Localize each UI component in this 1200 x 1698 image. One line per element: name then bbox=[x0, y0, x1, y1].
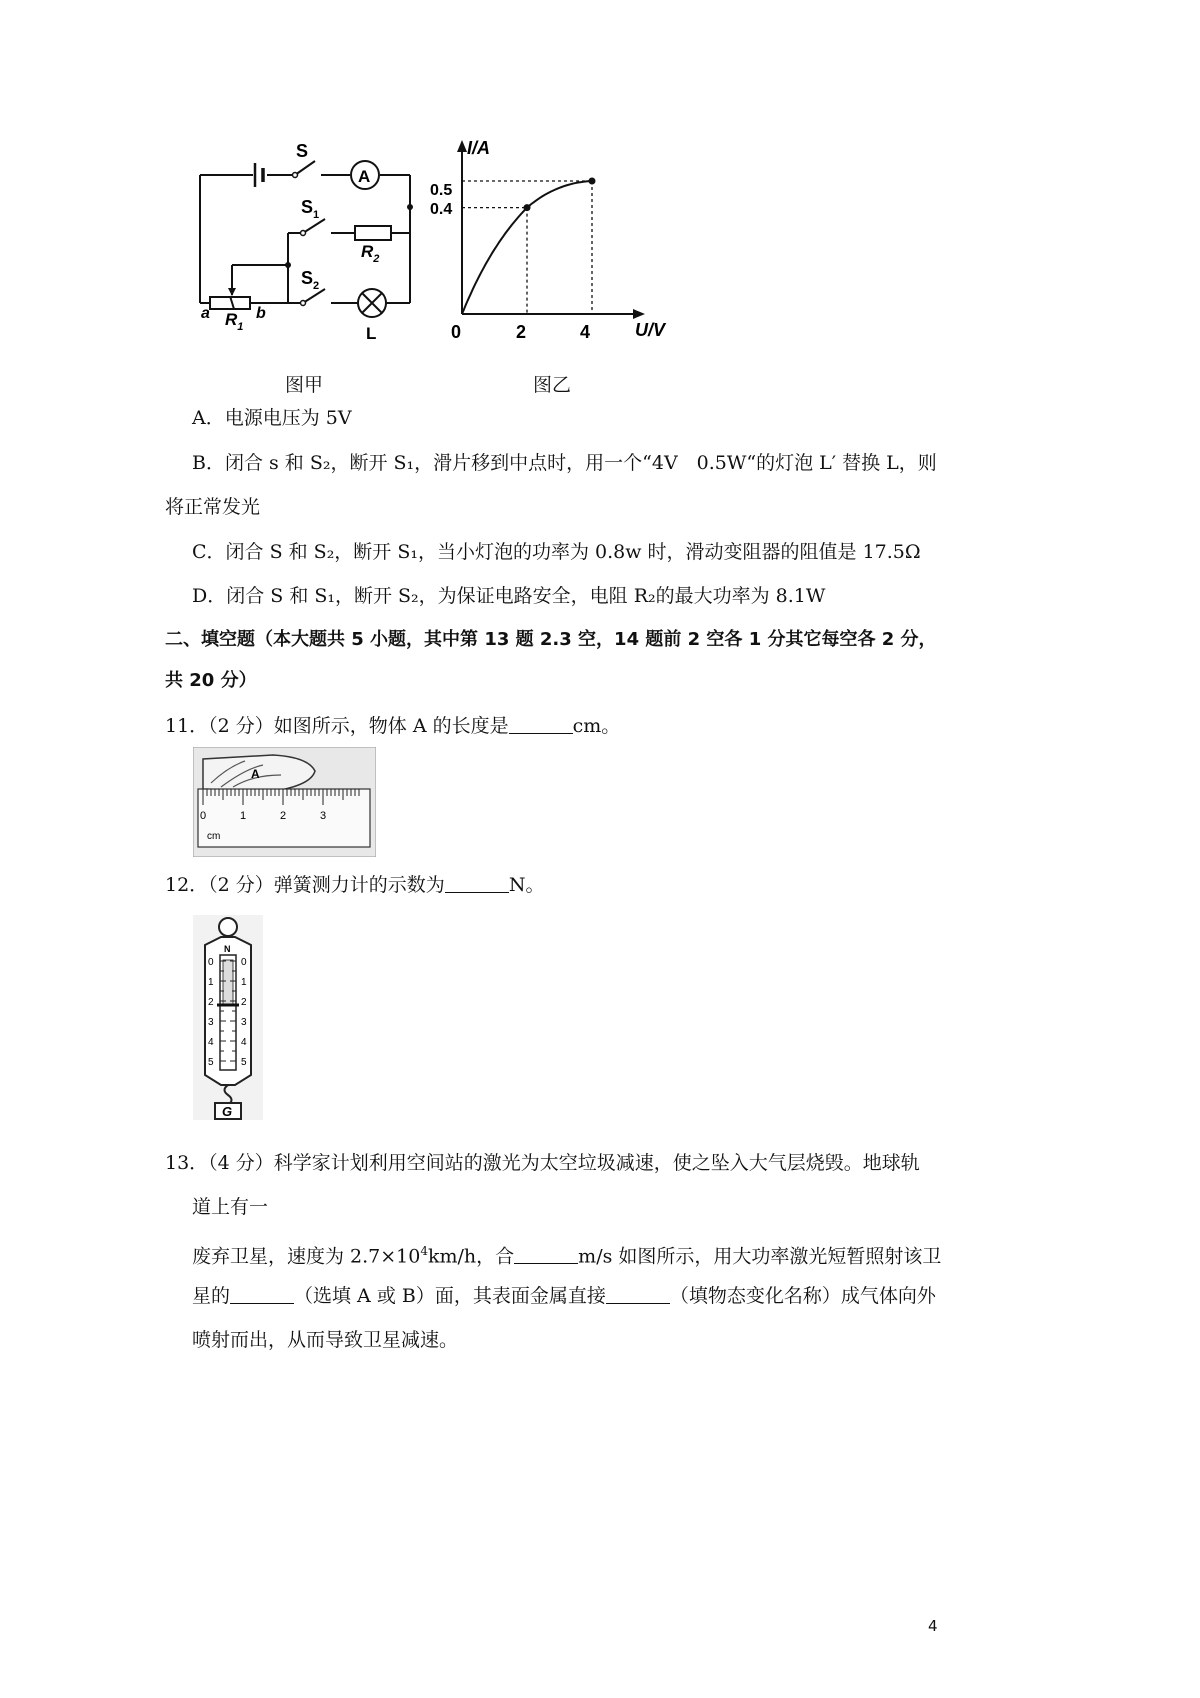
object-a-label: A bbox=[251, 767, 260, 781]
q13-text-d: 星的 bbox=[192, 1285, 231, 1307]
x-tick-label-0: 0 bbox=[451, 322, 462, 342]
option-b-line2: 将正常发光 bbox=[165, 496, 261, 518]
answer-blank-13-phase[interactable] bbox=[606, 1283, 670, 1304]
section-heading-line2: 共 20 分） bbox=[165, 670, 257, 691]
circuit-diagram bbox=[195, 135, 425, 375]
scale-tick-4-right: 4 bbox=[241, 1037, 247, 1048]
question-13-line3 bbox=[192, 1238, 941, 1269]
switch-s2-label: $S_2$ bbox=[301, 268, 320, 292]
answer-blank-13-face[interactable] bbox=[230, 1283, 294, 1304]
x-tick-label-2: 2 bbox=[516, 322, 527, 342]
option-d: D．闭合 S 和 S₁，断开 S₂，为保证电路安全，电阻 R₂的最大功率为 8.1W bbox=[192, 585, 826, 607]
figure-caption-yi: 图乙 bbox=[533, 374, 572, 396]
ruler-figure bbox=[193, 747, 376, 857]
answer-blank-12[interactable] bbox=[445, 872, 509, 893]
page-number: 4 bbox=[928, 1617, 938, 1635]
option-c: C．闭合 S 和 S₂，断开 S₁，当小灯泡的功率为 0.8w 时，滑动变阻器的阻值是 17.5Ω bbox=[192, 541, 921, 563]
question-11-text: 11．（2 分）如图所示，物体 A 的长度是 bbox=[165, 715, 509, 737]
q13-text-e: （选填 A 或 B）面，其表面金属直接 bbox=[294, 1285, 606, 1307]
ruler-tick-1: 1 bbox=[240, 810, 247, 822]
scale-tick-5-right: 5 bbox=[241, 1057, 247, 1068]
terminal-b-label: b bbox=[256, 305, 266, 322]
answer-blank-11[interactable] bbox=[509, 713, 573, 734]
scale-tick-1-left: 1 bbox=[208, 977, 214, 988]
weight-label: G bbox=[222, 1104, 233, 1119]
iu-graph bbox=[425, 130, 705, 345]
ruler-tick-0: 0 bbox=[200, 810, 207, 822]
question-12-unit: N。 bbox=[508, 874, 545, 896]
ammeter-label: A bbox=[358, 167, 371, 186]
figure-caption-jia: 图甲 bbox=[285, 374, 324, 396]
scale-tick-5-left: 5 bbox=[208, 1057, 214, 1068]
scale-unit: N bbox=[224, 944, 231, 954]
q13-text-b: km/h，合 bbox=[428, 1245, 515, 1268]
ruler-unit: cm bbox=[207, 831, 221, 842]
spring-scale-figure bbox=[193, 915, 263, 1120]
switch-s-label: S bbox=[296, 141, 309, 161]
scale-tick-0-left: 0 bbox=[208, 957, 214, 968]
data-point-1 bbox=[589, 178, 596, 185]
resistor-r2-label: $R_2$ bbox=[361, 242, 380, 265]
question-12 bbox=[165, 872, 544, 898]
y-axis-label: I/A bbox=[467, 138, 491, 158]
question-13-line4 bbox=[192, 1283, 936, 1309]
terminal-a-label: a bbox=[201, 305, 210, 322]
data-point-0 bbox=[524, 204, 531, 211]
option-b-line1: B．闭合 s 和 S₂，断开 S₁，滑片移到中点时，用一个“4V 0.5W“的灯泡 L′ 替换 L，则 bbox=[192, 452, 937, 474]
scale-tick-1-right: 1 bbox=[241, 977, 247, 988]
scale-tick-0-right: 0 bbox=[241, 957, 247, 968]
lamp-l-label: L bbox=[366, 324, 377, 343]
switch-s1-label: $S_1$ bbox=[301, 197, 320, 221]
question-13-line2: 道上有一 bbox=[192, 1196, 269, 1218]
scale-tick-3-left: 3 bbox=[208, 1017, 214, 1028]
y-tick-label-0.4: 0.4 bbox=[430, 201, 453, 218]
option-a: A．电源电压为 5V bbox=[192, 407, 352, 429]
scale-tick-2-left: 2 bbox=[208, 997, 214, 1008]
answer-blank-13-speed[interactable] bbox=[514, 1243, 578, 1264]
question-11 bbox=[165, 713, 620, 739]
scale-tick-4-left: 4 bbox=[208, 1037, 214, 1048]
q13-text-a: 废弃卫星，速度为 2.7×10 bbox=[192, 1245, 421, 1268]
question-13-line1: 13．（4 分）科学家计划利用空间站的激光为太空垃圾减速，使之坠入大气层烧毁。地球轨 bbox=[165, 1152, 920, 1174]
question-11-unit: cm。 bbox=[572, 715, 621, 737]
x-axis-label: U/V bbox=[635, 320, 666, 340]
section-heading-line1: 二、填空题（本大题共 5 小题，其中第 13 题 2.3 空，14 题前 2 空各 1 分其它每空各 2 分， bbox=[165, 629, 937, 650]
q13-exponent: 4 bbox=[420, 1244, 428, 1258]
scale-tick-2-right: 2 bbox=[241, 997, 247, 1008]
q13-text-f: （填物态变化名称）成气体向外 bbox=[669, 1285, 936, 1307]
scale-tick-3-right: 3 bbox=[241, 1017, 247, 1028]
question-12-text: 12．（2 分）弹簧测力计的示数为 bbox=[165, 874, 445, 896]
q13-text-c: m/s 如图所示，用大功率激光短暂照射该卫 bbox=[578, 1245, 942, 1268]
ruler-tick-2: 2 bbox=[280, 810, 287, 822]
ruler-tick-3: 3 bbox=[320, 810, 327, 822]
x-tick-label-4: 4 bbox=[580, 322, 591, 342]
resistor-r1-label: $R_1$ bbox=[225, 310, 244, 333]
question-13-line5: 喷射而出，从而导致卫星减速。 bbox=[192, 1329, 459, 1351]
y-tick-label-0.5: 0.5 bbox=[430, 182, 453, 199]
